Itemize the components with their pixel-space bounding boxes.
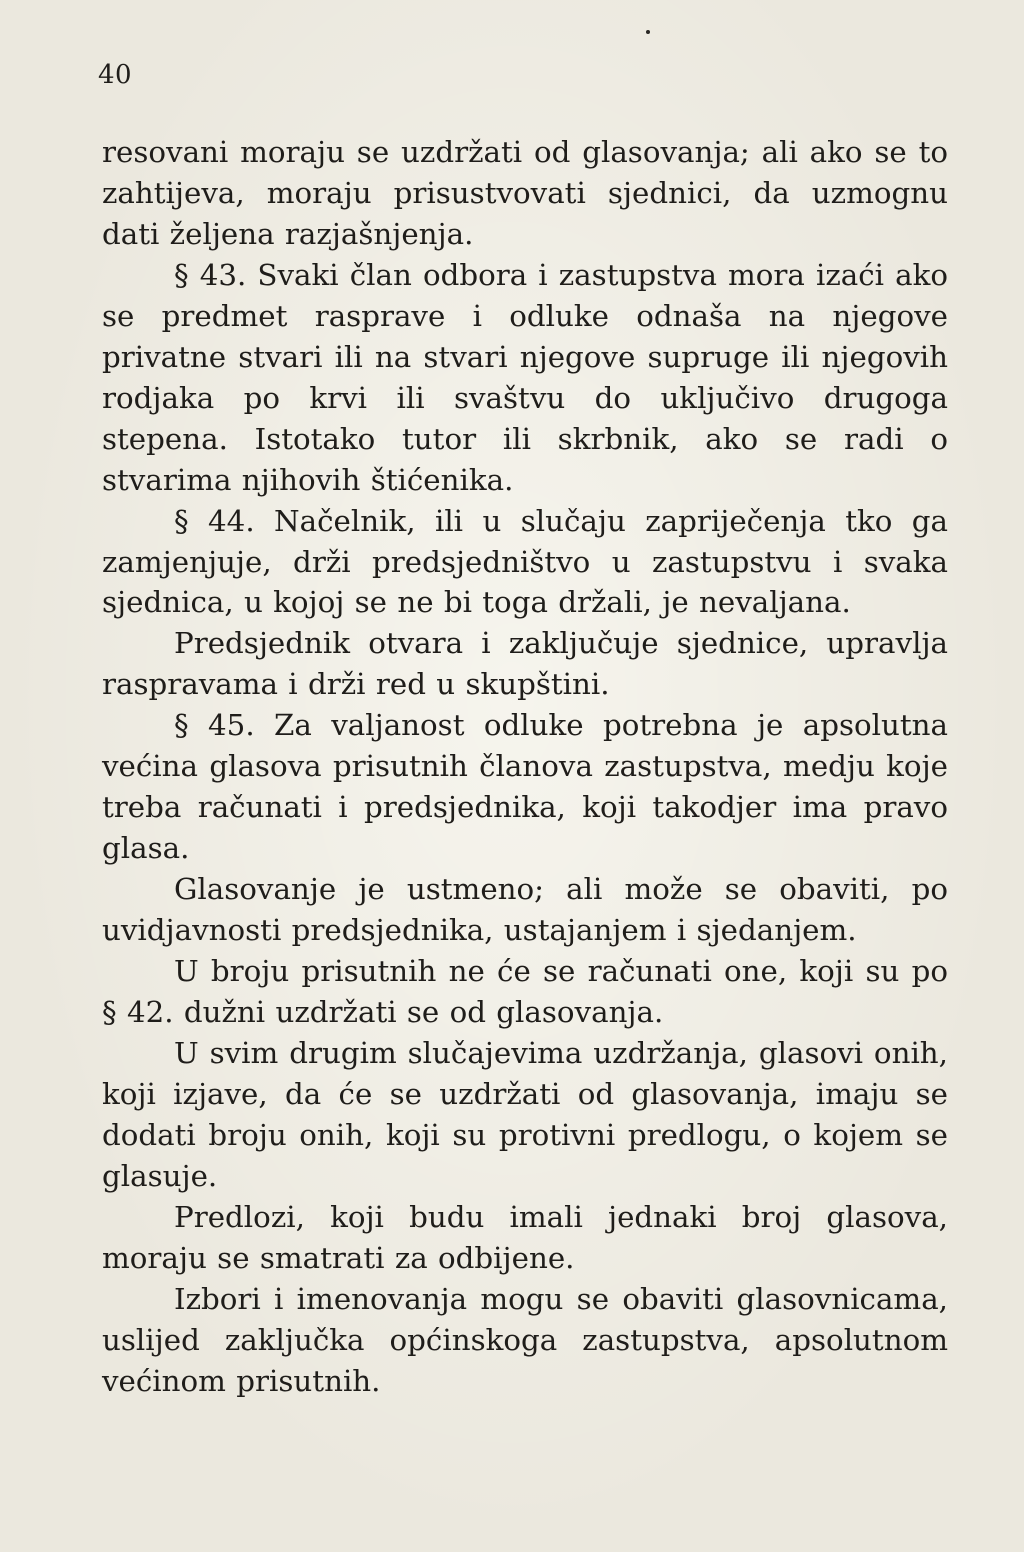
paragraph-president-duties: Predsjednik otvara i zaključuje sjednice, upravlja raspravama i drži red u skupštini. xyxy=(102,626,948,702)
paragraph-section-44: § 44. Načelnik, ili u slučaju zapriječenja tko ga zamjenjuje, drži predsjedništvo u zastupstvu i svaka sjednica, u kojoj se ne bi toga držali, je nevaljana. xyxy=(102,503,948,620)
paragraph-voting-method: Glasovanje je ustmeno; ali može se obaviti, po uvidjavnosti predsjednika, ustajanjem i sjedanjem. xyxy=(102,872,948,948)
page-number: 40 xyxy=(98,60,133,90)
paragraph-present-count: U broju prisutnih ne će se računati one, koji su po § 42. dužni uzdržati se od glasovanja. xyxy=(102,954,948,1030)
paragraph-elections: Izbori i imenovanja mogu se obaviti glasovnicama, uslijed zaključka općinskoga zastupstva, apsolutnom većinom prisutnih. xyxy=(102,1281,948,1398)
paragraph-abstentions: U svim drugim slučajevima uzdržanja, glasovi onih, koji izjave, da će se uzdržati od glasovanja, imaju se dodati broju onih, koji su protivni predlogu, o kojem se glasuje. xyxy=(102,1035,948,1193)
paragraph-section-45: § 45. Za valjanost odluke potrebna je apsolutna većina glasova prisutnih članova zastupstva, medju koje treba računati i predsjednika, koji takodjer ima pravo glasa. xyxy=(102,708,948,866)
paragraph-continuation: resovani moraju se uzdržati od glasovanja; ali ako se to zahtijeva, moraju prisustvovati sjednici, da uzmognu dati željena razjašnjenja. xyxy=(102,135,948,251)
paragraph-section-43: § 43. Svaki član odbora i zastupstva mora izaći ako se predmet rasprave i odluke odnaša na njegove privatne stvari ili na stvari njegove supruge ili njegovih rodjaka po krvi ili svaštvu do uključivo drugoga stepena. Istotako tutor ili skrbnik, ako se radi o stvarima njihovih štićenika. xyxy=(102,257,948,497)
paragraph-tied-votes: Predlozi, koji budu imali jednaki broj glasova, moraju se smatrati za odbijene. xyxy=(102,1199,948,1275)
body-text xyxy=(102,132,948,1402)
ink-speck xyxy=(646,30,650,34)
